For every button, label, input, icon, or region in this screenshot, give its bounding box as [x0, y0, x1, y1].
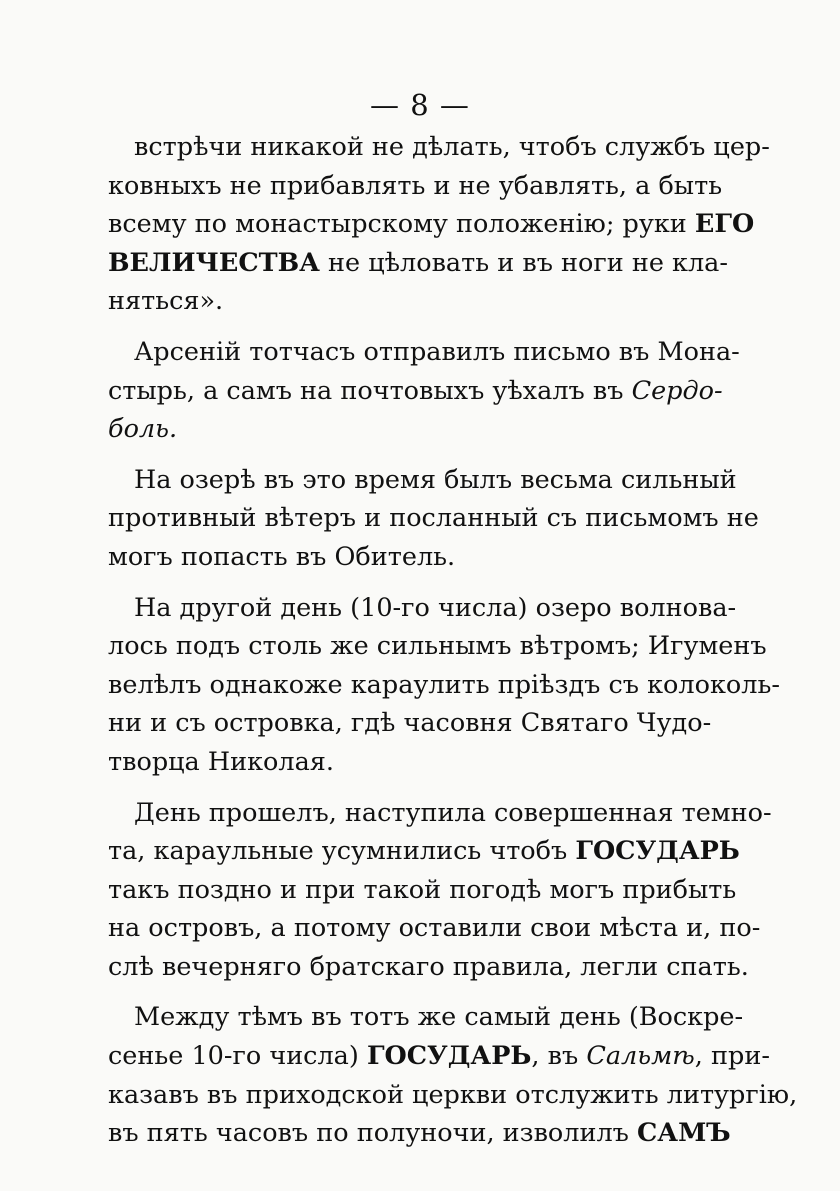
- text-line: [108, 1076, 798, 1115]
- text-line: [108, 948, 749, 987]
- text-line: [108, 666, 780, 705]
- text-run: та, караульные усумнились чтобъ: [108, 836, 576, 867]
- text-line: [108, 461, 737, 500]
- text-run: ни и съ островка, гдѣ часовня Святаго Чудо-: [108, 708, 712, 739]
- bold-text-run: ВЕЛИЧЕСТВА: [108, 247, 320, 278]
- text-run: лось подъ столь же сильнымъ вѣтромъ; Игуменъ: [108, 631, 767, 662]
- text-run: Между тѣмъ въ тотъ же самый день (Воскре-: [134, 1002, 744, 1033]
- text-line: [108, 871, 737, 910]
- text-run: ковныхъ не прибавлять и не убавлять, а быть: [108, 170, 723, 201]
- text-run: , въ: [531, 1041, 587, 1072]
- text-run: слѣ вечерняго братскаго правила, легли спать.: [108, 951, 749, 982]
- paragraph-gap: [108, 577, 691, 589]
- italic-text-run: боль.: [108, 414, 178, 445]
- text-run: сенье 10-го числа): [108, 1041, 367, 1072]
- text-run: всему по монастырскому положенію; руки: [108, 209, 695, 240]
- text-line: [108, 244, 728, 283]
- paragraph-gap: [108, 449, 691, 461]
- text-run: велѣлъ однакоже караулить пріѣздъ съ колоколь-: [108, 669, 780, 700]
- text-line: [108, 998, 744, 1037]
- text-run: Арсеній тотчасъ отправилъ письмо въ Мона-: [134, 336, 740, 367]
- text-line: [108, 1114, 731, 1153]
- text-line: [108, 538, 691, 577]
- text-run: встрѣчи никакой не дѣлать, чтобъ службъ цер-: [134, 132, 770, 162]
- text-line: [108, 1037, 770, 1076]
- page-number: — 8 —: [370, 88, 470, 122]
- text-line: [108, 832, 740, 871]
- bold-text-run: ЕГО: [694, 209, 755, 240]
- text-line: [108, 282, 691, 321]
- text-run: такъ поздно и при такой погодѣ могъ прибыть: [108, 874, 737, 905]
- text-run: на островъ, а потому оставили свои мѣста и, по-: [108, 913, 761, 944]
- text-run: могъ попасть въ Обитель.: [108, 541, 456, 572]
- paragraph-gap: [108, 321, 691, 333]
- bold-text-run: САМЪ: [637, 1118, 731, 1149]
- italic-text-run: Сердо-: [631, 375, 723, 406]
- text-line: [108, 333, 740, 372]
- text-line: [108, 743, 691, 782]
- text-line: [108, 704, 712, 743]
- text-run: не цѣловать и въ ноги не кла-: [319, 247, 728, 278]
- text-run: няться».: [108, 286, 224, 317]
- text-run: На другой день (10-го числа) озеро волнова-: [134, 592, 737, 623]
- text-line: [108, 205, 755, 244]
- paragraph-gap: [108, 782, 691, 794]
- italic-text-run: Сальмѣ: [586, 1041, 695, 1072]
- text-run: противный вѣтеръ и посланный съ письмомъ не: [108, 503, 759, 534]
- bold-text-run: ГОСУДАРЬ: [366, 1041, 532, 1072]
- text-run: казавъ въ приходской церкви отслужить литургію,: [108, 1079, 798, 1110]
- text-run: стырь, а самъ на почтовыхъ уѣхалъ въ: [108, 375, 632, 406]
- paragraph-gap: [108, 986, 691, 998]
- text-line: [108, 909, 761, 948]
- text-line: [108, 410, 691, 449]
- text-line: [108, 627, 767, 666]
- text-line: [108, 794, 772, 833]
- text-run: въ пять часовъ по полуночи, изволилъ: [108, 1118, 638, 1149]
- text-run: творца Николая.: [108, 746, 334, 777]
- text-line: [108, 589, 737, 628]
- text-run: На озерѣ въ это время былъ весьма сильный: [134, 464, 737, 495]
- text-line: [108, 128, 770, 167]
- text-run: День прошелъ, наступила совершенная темно-: [134, 797, 772, 828]
- text-line: [108, 499, 759, 538]
- body-text: [108, 128, 798, 1153]
- bold-text-run: ГОСУДАРЬ: [575, 836, 740, 867]
- text-run: , при-: [694, 1041, 770, 1072]
- text-line: [108, 167, 723, 206]
- text-line: [108, 372, 723, 411]
